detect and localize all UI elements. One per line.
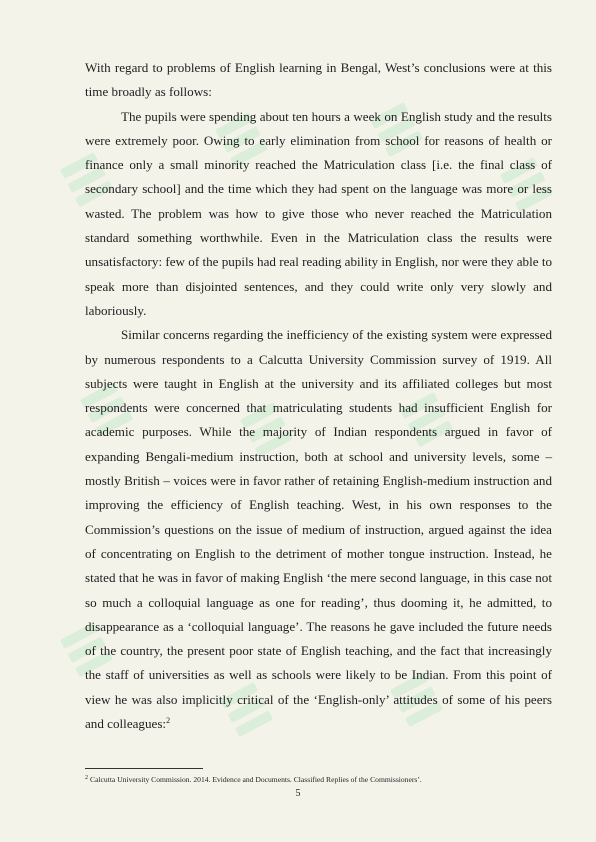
page-number: 5 xyxy=(295,788,301,799)
paragraph-intro: With regard to problems of English learning in Bengal, West’s conclusions were at this time broadly as follows: xyxy=(85,60,552,100)
footnote-divider xyxy=(85,768,203,769)
footnote-number: 2 xyxy=(85,775,88,781)
footnote xyxy=(85,773,552,785)
paragraph-commission-text: Similar concerns regarding the inefficiency of the existing system were expressed by numerous respondents to a Calcutta University Commission survey of 1919. All subjects were taught in English at the university and its affiliated colleges but most respondents were concerned that matriculating students had insufficient English for academic purposes. While the majority of Indian respondents argued in favor of expanding Bengali-medium instruction, both at school and university levels, some – mostly British – voices were in favor rather of retaining English-medium instruction and improving the efficiency of English teaching. West, in his own responses to the Commission’s questions on the issue of medium of instruction, argued against the idea of concentrating on English to the detriment of mother tongue instruction. Instead, he stated that he was in favor of making English ‘the mere second language, in this case not so much a colloquial language as one for reading’, thus dooming it, he admitted, to disappearance as a ‘colloquial language’. The reasons he gave included the future needs of the country, the present poor state of English teaching, and the fact that increasingly the staff of universities as well as schools were likely to be Indian. From this point of view he was also implicitly critical of the ‘English-only’ attitudes of some of his peers and colleagues: xyxy=(85,327,552,732)
paragraph-quote: The pupils were spending about ten hours a week on English study and the results were extremely poor. Owing to early elimination from school for reasons of health or finance only a small minority reached the Matriculation class [i.e. the final class of secondary school] and the time which they had spent on the language was more or less wasted. The problem was how to give those who never reached the Matriculation standard something worthwhile. Even in the Matriculation class the results were unsatisfactory: few of the pupils had real reading ability in English, nor were they able to speak more than disjointed sentences, and they could write only very slowly and laboriously. xyxy=(85,108,552,318)
footnote-text: Calcutta University Commission. 2014. Evidence and Documents. Classified Replies of the Commissioners’. xyxy=(90,775,422,784)
paragraph-commission xyxy=(85,323,552,736)
body-text xyxy=(85,56,552,736)
footnote-reference[interactable]: 2 xyxy=(166,716,171,726)
